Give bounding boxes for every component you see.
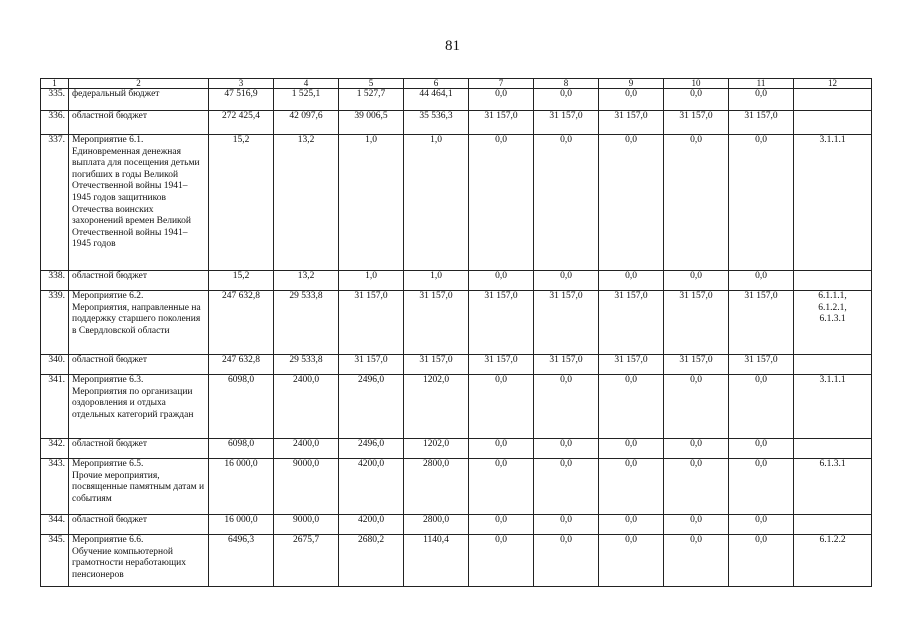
value-cell-col-5: 1 527,7 (339, 89, 404, 111)
table-row (41, 89, 872, 111)
target-indicator (794, 271, 872, 291)
table-row (41, 535, 872, 587)
value-cell-col-3: 6098,0 (209, 439, 274, 459)
value-cell-col-6: 35 536,3 (404, 111, 469, 135)
value-cell-col-7: 0,0 (469, 535, 534, 587)
column-header-2: 2 (69, 79, 209, 89)
value-cell-col-6: 1140,4 (404, 535, 469, 587)
value-cell-col-11: 0,0 (729, 439, 794, 459)
value-cell-col-5: 2496,0 (339, 439, 404, 459)
table-row (41, 375, 872, 439)
value-cell-col-7: 0,0 (469, 439, 534, 459)
row-name: Мероприятие 6.6. Обучение компьютерной грамотности неработающих пенсионеров (69, 535, 209, 587)
value-cell-col-6: 2800,0 (404, 459, 469, 515)
value-cell-col-10: 0,0 (664, 439, 729, 459)
value-cell-col-5: 31 157,0 (339, 291, 404, 355)
target-indicator (794, 355, 872, 375)
column-header-1: 1 (41, 79, 69, 89)
value-cell-col-10: 31 157,0 (664, 355, 729, 375)
value-cell-col-8: 31 157,0 (534, 355, 599, 375)
value-cell-col-6: 31 157,0 (404, 355, 469, 375)
value-cell-col-11: 31 157,0 (729, 355, 794, 375)
table-body (41, 89, 872, 587)
value-cell-col-11: 0,0 (729, 271, 794, 291)
budget-table (40, 78, 872, 587)
target-indicator (794, 515, 872, 535)
table-row (41, 135, 872, 271)
value-cell-col-4: 2675,7 (274, 535, 339, 587)
table-row (41, 355, 872, 375)
target-indicator: 6.1.2.2 (794, 535, 872, 587)
value-cell-col-5: 4200,0 (339, 515, 404, 535)
value-cell-col-7: 0,0 (469, 375, 534, 439)
value-cell-col-8: 31 157,0 (534, 111, 599, 135)
value-cell-col-8: 0,0 (534, 535, 599, 587)
row-number: 343. (41, 459, 69, 515)
row-name: областной бюджет (69, 271, 209, 291)
target-indicator: 3.1.1.1 (794, 135, 872, 271)
row-name: Мероприятие 6.2. Мероприятия, направленные на поддержку старшего поколения в Свердловской области (69, 291, 209, 355)
row-number: 335. (41, 89, 69, 111)
value-cell-col-5: 1,0 (339, 135, 404, 271)
table-row (41, 439, 872, 459)
value-cell-col-4: 1 525,1 (274, 89, 339, 111)
header-row (41, 79, 872, 89)
target-indicator: 3.1.1.1 (794, 375, 872, 439)
value-cell-col-10: 0,0 (664, 135, 729, 271)
value-cell-col-7: 31 157,0 (469, 291, 534, 355)
value-cell-col-9: 31 157,0 (599, 111, 664, 135)
column-header-10: 10 (664, 79, 729, 89)
value-cell-col-8: 0,0 (534, 439, 599, 459)
value-cell-col-4: 42 097,6 (274, 111, 339, 135)
value-cell-col-5: 2680,2 (339, 535, 404, 587)
target-indicator (794, 439, 872, 459)
value-cell-col-3: 247 632,8 (209, 291, 274, 355)
value-cell-col-9: 0,0 (599, 135, 664, 271)
row-number: 342. (41, 439, 69, 459)
value-cell-col-3: 47 516,9 (209, 89, 274, 111)
value-cell-col-10: 0,0 (664, 459, 729, 515)
value-cell-col-6: 44 464,1 (404, 89, 469, 111)
row-number: 344. (41, 515, 69, 535)
column-header-4: 4 (274, 79, 339, 89)
value-cell-col-7: 0,0 (469, 89, 534, 111)
value-cell-col-10: 31 157,0 (664, 291, 729, 355)
row-number: 339. (41, 291, 69, 355)
value-cell-col-9: 31 157,0 (599, 291, 664, 355)
row-number: 337. (41, 135, 69, 271)
value-cell-col-4: 13,2 (274, 271, 339, 291)
value-cell-col-8: 0,0 (534, 135, 599, 271)
row-number: 338. (41, 271, 69, 291)
table-header (41, 79, 872, 89)
value-cell-col-6: 1202,0 (404, 439, 469, 459)
table-row (41, 271, 872, 291)
row-name: федеральный бюджет (69, 89, 209, 111)
value-cell-col-9: 0,0 (599, 375, 664, 439)
column-header-9: 9 (599, 79, 664, 89)
value-cell-col-8: 0,0 (534, 375, 599, 439)
value-cell-col-4: 2400,0 (274, 375, 339, 439)
table-row (41, 291, 872, 355)
value-cell-col-8: 31 157,0 (534, 291, 599, 355)
value-cell-col-8: 0,0 (534, 459, 599, 515)
page-number: 81 (445, 38, 460, 54)
value-cell-col-8: 0,0 (534, 515, 599, 535)
value-cell-col-11: 0,0 (729, 459, 794, 515)
value-cell-col-7: 0,0 (469, 459, 534, 515)
value-cell-col-9: 0,0 (599, 271, 664, 291)
table-row (41, 459, 872, 515)
value-cell-col-4: 2400,0 (274, 439, 339, 459)
value-cell-col-5: 39 006,5 (339, 111, 404, 135)
value-cell-col-11: 0,0 (729, 535, 794, 587)
value-cell-col-9: 0,0 (599, 535, 664, 587)
column-header-6: 6 (404, 79, 469, 89)
value-cell-col-3: 15,2 (209, 271, 274, 291)
value-cell-col-11: 31 157,0 (729, 291, 794, 355)
value-cell-col-3: 6496,3 (209, 535, 274, 587)
value-cell-col-6: 1,0 (404, 135, 469, 271)
row-name: Мероприятие 6.5. Прочие мероприятия, посвященные памятным датам и событиям (69, 459, 209, 515)
value-cell-col-7: 0,0 (469, 271, 534, 291)
row-number: 345. (41, 535, 69, 587)
column-header-11: 11 (729, 79, 794, 89)
column-header-3: 3 (209, 79, 274, 89)
value-cell-col-11: 0,0 (729, 135, 794, 271)
value-cell-col-9: 0,0 (599, 439, 664, 459)
value-cell-col-4: 9000,0 (274, 459, 339, 515)
value-cell-col-6: 31 157,0 (404, 291, 469, 355)
column-header-12: 12 (794, 79, 872, 89)
row-name: областной бюджет (69, 515, 209, 535)
value-cell-col-4: 29 533,8 (274, 355, 339, 375)
value-cell-col-7: 31 157,0 (469, 355, 534, 375)
value-cell-col-5: 1,0 (339, 271, 404, 291)
value-cell-col-10: 0,0 (664, 515, 729, 535)
value-cell-col-7: 31 157,0 (469, 111, 534, 135)
column-header-8: 8 (534, 79, 599, 89)
row-name: Мероприятие 6.1. Единовременная денежная выплата для посещения детьми погибших в годы Великой Отечественной войны 1941–1945 годов защитников Отечества воинских захоронений времен Великой Отечественной войны 1941–1945 годов (69, 135, 209, 271)
value-cell-col-5: 2496,0 (339, 375, 404, 439)
row-name: Мероприятие 6.3. Мероприятия по организации оздоровления и отдыха отдельных категорий граждан (69, 375, 209, 439)
row-number: 341. (41, 375, 69, 439)
row-name: областной бюджет (69, 439, 209, 459)
value-cell-col-3: 247 632,8 (209, 355, 274, 375)
target-indicator: 6.1.1.1, 6.1.2.1, 6.1.3.1 (794, 291, 872, 355)
value-cell-col-4: 13,2 (274, 135, 339, 271)
target-indicator: 6.1.3.1 (794, 459, 872, 515)
value-cell-col-6: 2800,0 (404, 515, 469, 535)
row-name: областной бюджет (69, 355, 209, 375)
value-cell-col-10: 0,0 (664, 89, 729, 111)
value-cell-col-11: 0,0 (729, 515, 794, 535)
value-cell-col-5: 4200,0 (339, 459, 404, 515)
value-cell-col-9: 0,0 (599, 515, 664, 535)
value-cell-col-11: 0,0 (729, 89, 794, 111)
value-cell-col-10: 0,0 (664, 535, 729, 587)
value-cell-col-8: 0,0 (534, 89, 599, 111)
value-cell-col-11: 0,0 (729, 375, 794, 439)
value-cell-col-10: 31 157,0 (664, 111, 729, 135)
target-indicator (794, 89, 872, 111)
value-cell-col-3: 16 000,0 (209, 515, 274, 535)
value-cell-col-9: 0,0 (599, 89, 664, 111)
target-indicator (794, 111, 872, 135)
column-header-5: 5 (339, 79, 404, 89)
value-cell-col-7: 0,0 (469, 135, 534, 271)
value-cell-col-3: 15,2 (209, 135, 274, 271)
value-cell-col-6: 1,0 (404, 271, 469, 291)
value-cell-col-6: 1202,0 (404, 375, 469, 439)
value-cell-col-3: 6098,0 (209, 375, 274, 439)
value-cell-col-11: 31 157,0 (729, 111, 794, 135)
table-row (41, 515, 872, 535)
value-cell-col-10: 0,0 (664, 375, 729, 439)
value-cell-col-10: 0,0 (664, 271, 729, 291)
value-cell-col-9: 31 157,0 (599, 355, 664, 375)
column-header-7: 7 (469, 79, 534, 89)
value-cell-col-4: 29 533,8 (274, 291, 339, 355)
value-cell-col-7: 0,0 (469, 515, 534, 535)
value-cell-col-4: 9000,0 (274, 515, 339, 535)
value-cell-col-9: 0,0 (599, 459, 664, 515)
value-cell-col-5: 31 157,0 (339, 355, 404, 375)
table-row (41, 111, 872, 135)
row-number: 336. (41, 111, 69, 135)
row-name: областной бюджет (69, 111, 209, 135)
value-cell-col-8: 0,0 (534, 271, 599, 291)
value-cell-col-3: 272 425,4 (209, 111, 274, 135)
value-cell-col-3: 16 000,0 (209, 459, 274, 515)
row-number: 340. (41, 355, 69, 375)
